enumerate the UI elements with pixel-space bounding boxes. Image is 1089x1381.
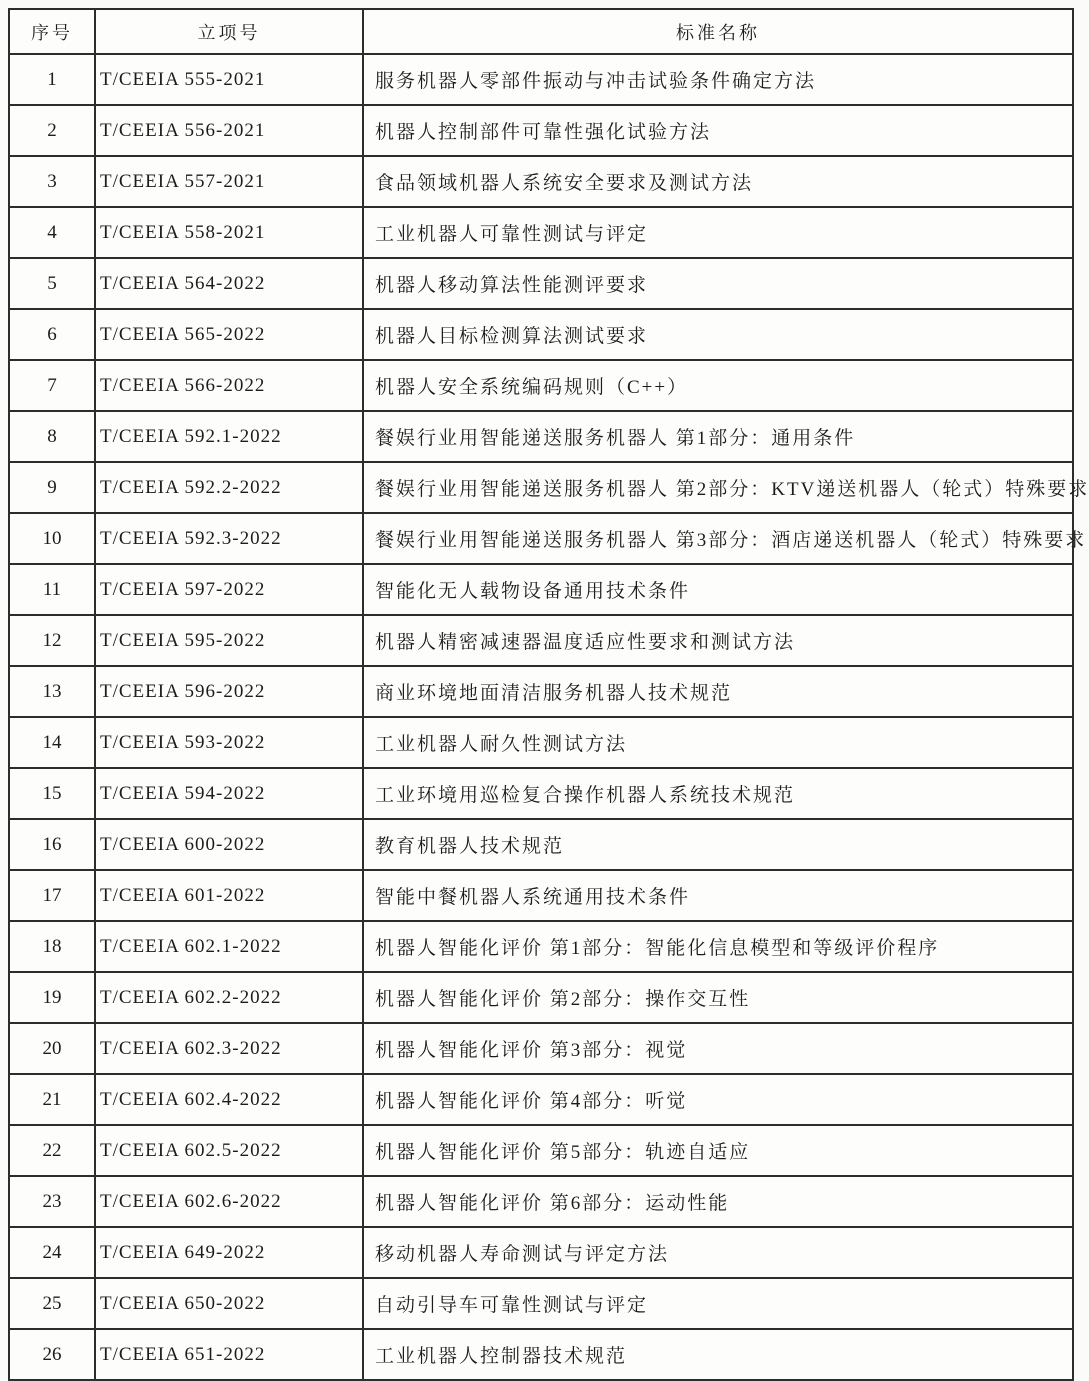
table-row bbox=[9, 921, 1073, 972]
row-index-cell: 9 bbox=[9, 462, 95, 513]
project-no-cell: T/CEEIA 556-2021 bbox=[95, 105, 363, 156]
standard-name-cell: 自动引导车可靠性测试与评定 bbox=[363, 1278, 1073, 1329]
table-row bbox=[9, 717, 1073, 768]
project-no-cell: T/CEEIA 602.1-2022 bbox=[95, 921, 363, 972]
standard-name-cell: 机器人目标检测算法测试要求 bbox=[363, 309, 1073, 360]
table-row bbox=[9, 615, 1073, 666]
row-index-cell: 3 bbox=[9, 156, 95, 207]
table-row bbox=[9, 411, 1073, 462]
standard-name-cell: 工业机器人控制器技术规范 bbox=[363, 1329, 1073, 1380]
standard-name-cell: 移动机器人寿命测试与评定方法 bbox=[363, 1227, 1073, 1278]
standard-name-cell: 智能中餐机器人系统通用技术条件 bbox=[363, 870, 1073, 921]
table-body bbox=[9, 54, 1089, 1380]
project-no-cell: T/CEEIA 592.1-2022 bbox=[95, 411, 363, 462]
col-header-index: 序号 bbox=[9, 9, 95, 54]
project-no-cell: T/CEEIA 651-2022 bbox=[95, 1329, 363, 1380]
row-index-cell: 20 bbox=[9, 1023, 95, 1074]
standard-name-cell: 智能化无人载物设备通用技术条件 bbox=[363, 564, 1073, 615]
project-no-cell: T/CEEIA 650-2022 bbox=[95, 1278, 363, 1329]
table-header-row bbox=[9, 9, 1073, 54]
standard-name-cell: 机器人控制部件可靠性强化试验方法 bbox=[363, 105, 1073, 156]
standards-table bbox=[8, 8, 1089, 1381]
table-row bbox=[9, 105, 1073, 156]
standard-name-cell: 机器人智能化评价 第6部分：运动性能 bbox=[363, 1176, 1073, 1227]
row-index-cell: 25 bbox=[9, 1278, 95, 1329]
table-row bbox=[9, 1227, 1073, 1278]
project-no-cell: T/CEEIA 555-2021 bbox=[95, 54, 363, 105]
table-row bbox=[9, 1023, 1073, 1074]
project-no-cell: T/CEEIA 602.2-2022 bbox=[95, 972, 363, 1023]
table-row bbox=[9, 819, 1073, 870]
row-index-cell: 4 bbox=[9, 207, 95, 258]
table-row bbox=[9, 1125, 1073, 1176]
standard-name-cell: 工业环境用巡检复合操作机器人系统技术规范 bbox=[363, 768, 1073, 819]
row-index-cell: 23 bbox=[9, 1176, 95, 1227]
standard-name-cell: 工业机器人可靠性测试与评定 bbox=[363, 207, 1073, 258]
row-index-cell: 17 bbox=[9, 870, 95, 921]
table-row bbox=[9, 1329, 1073, 1380]
project-no-cell: T/CEEIA 557-2021 bbox=[95, 156, 363, 207]
table-row bbox=[9, 156, 1073, 207]
table-row bbox=[9, 258, 1073, 309]
row-index-cell: 10 bbox=[9, 513, 95, 564]
table-row bbox=[9, 972, 1073, 1023]
row-index-cell: 16 bbox=[9, 819, 95, 870]
project-no-cell: T/CEEIA 601-2022 bbox=[95, 870, 363, 921]
project-no-cell: T/CEEIA 594-2022 bbox=[95, 768, 363, 819]
standard-name-cell: 餐娱行业用智能递送服务机器人 第2部分：KTV递送机器人（轮式）特殊要求 bbox=[363, 462, 1073, 513]
row-index-cell: 11 bbox=[9, 564, 95, 615]
row-index-cell: 1 bbox=[9, 54, 95, 105]
table-row bbox=[9, 666, 1073, 717]
table-row bbox=[9, 54, 1073, 105]
table-row bbox=[9, 1074, 1073, 1125]
project-no-cell: T/CEEIA 602.4-2022 bbox=[95, 1074, 363, 1125]
row-index-cell: 6 bbox=[9, 309, 95, 360]
row-index-cell: 8 bbox=[9, 411, 95, 462]
col-header-project-no: 立项号 bbox=[95, 9, 363, 54]
table-row bbox=[9, 768, 1073, 819]
row-index-cell: 21 bbox=[9, 1074, 95, 1125]
standard-name-cell: 工业机器人耐久性测试方法 bbox=[363, 717, 1073, 768]
row-index-cell: 5 bbox=[9, 258, 95, 309]
table-row bbox=[9, 870, 1073, 921]
row-index-cell: 14 bbox=[9, 717, 95, 768]
standard-name-cell: 机器人安全系统编码规则（C++） bbox=[363, 360, 1073, 411]
row-index-cell: 15 bbox=[9, 768, 95, 819]
standard-name-cell: 机器人精密减速器温度适应性要求和测试方法 bbox=[363, 615, 1073, 666]
standard-name-cell: 餐娱行业用智能递送服务机器人 第1部分：通用条件 bbox=[363, 411, 1073, 462]
row-index-cell: 19 bbox=[9, 972, 95, 1023]
row-index-cell: 7 bbox=[9, 360, 95, 411]
project-no-cell: T/CEEIA 566-2022 bbox=[95, 360, 363, 411]
standard-name-cell: 商业环境地面清洁服务机器人技术规范 bbox=[363, 666, 1073, 717]
standard-name-cell: 食品领域机器人系统安全要求及测试方法 bbox=[363, 156, 1073, 207]
project-no-cell: T/CEEIA 649-2022 bbox=[95, 1227, 363, 1278]
table-row bbox=[9, 513, 1073, 564]
table-row bbox=[9, 1176, 1073, 1227]
row-index-cell: 18 bbox=[9, 921, 95, 972]
table-row bbox=[9, 564, 1073, 615]
project-no-cell: T/CEEIA 596-2022 bbox=[95, 666, 363, 717]
table-row bbox=[9, 207, 1073, 258]
project-no-cell: T/CEEIA 593-2022 bbox=[95, 717, 363, 768]
row-index-cell: 26 bbox=[9, 1329, 95, 1380]
row-index-cell: 12 bbox=[9, 615, 95, 666]
standard-name-cell: 机器人智能化评价 第2部分：操作交互性 bbox=[363, 972, 1073, 1023]
project-no-cell: T/CEEIA 602.5-2022 bbox=[95, 1125, 363, 1176]
row-index-cell: 22 bbox=[9, 1125, 95, 1176]
col-header-standard-name: 标准名称 bbox=[363, 9, 1073, 54]
table-row bbox=[9, 309, 1073, 360]
project-no-cell: T/CEEIA 564-2022 bbox=[95, 258, 363, 309]
standard-name-cell: 机器人智能化评价 第4部分：听觉 bbox=[363, 1074, 1073, 1125]
standard-name-cell: 机器人智能化评价 第3部分：视觉 bbox=[363, 1023, 1073, 1074]
project-no-cell: T/CEEIA 597-2022 bbox=[95, 564, 363, 615]
project-no-cell: T/CEEIA 565-2022 bbox=[95, 309, 363, 360]
project-no-cell: T/CEEIA 602.6-2022 bbox=[95, 1176, 363, 1227]
standard-name-cell: 教育机器人技术规范 bbox=[363, 819, 1073, 870]
row-index-cell: 2 bbox=[9, 105, 95, 156]
project-no-cell: T/CEEIA 592.2-2022 bbox=[95, 462, 363, 513]
project-no-cell: T/CEEIA 600-2022 bbox=[95, 819, 363, 870]
row-index-cell: 24 bbox=[9, 1227, 95, 1278]
row-index-cell: 13 bbox=[9, 666, 95, 717]
table-row bbox=[9, 1278, 1073, 1329]
standard-name-cell: 机器人智能化评价 第1部分：智能化信息模型和等级评价程序 bbox=[363, 921, 1073, 972]
project-no-cell: T/CEEIA 558-2021 bbox=[95, 207, 363, 258]
project-no-cell: T/CEEIA 592.3-2022 bbox=[95, 513, 363, 564]
project-no-cell: T/CEEIA 595-2022 bbox=[95, 615, 363, 666]
standard-name-cell: 机器人智能化评价 第5部分：轨迹自适应 bbox=[363, 1125, 1073, 1176]
table-row bbox=[9, 462, 1073, 513]
standard-name-cell: 机器人移动算法性能测评要求 bbox=[363, 258, 1073, 309]
project-no-cell: T/CEEIA 602.3-2022 bbox=[95, 1023, 363, 1074]
standard-name-cell: 服务机器人零部件振动与冲击试验条件确定方法 bbox=[363, 54, 1073, 105]
table-row bbox=[9, 360, 1073, 411]
standard-name-cell: 餐娱行业用智能递送服务机器人 第3部分：酒店递送机器人（轮式）特殊要求 bbox=[363, 513, 1073, 564]
